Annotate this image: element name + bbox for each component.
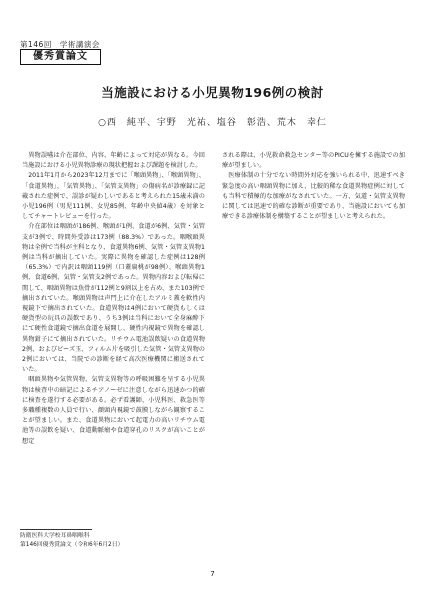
footer-divider (20, 529, 92, 530)
paragraph: される際は、小児救命救急センター等のPICUを擁する施設での加療が望ましい。 (222, 152, 405, 170)
meeting-label: 第146回 学術講演会 (20, 40, 100, 49)
paragraph: 異物誤嚥は介在部位、内容、年齢によって対応が異なる。今回当施設における小児異物診療の現状把握および課題を検討した。 (22, 152, 205, 170)
paragraph: 2011年1月から2023年12月までに「喉頭異物」、「喉頭異物」、「食道異物」、「気管異物」、「気管支異物」の傷病名が診療録に記載された症例で、誤診が疑わしいであると考えられた15歳未満の小児196例（男児111例、女児85例、年齢中央値4歳）を対象としてチャートレビューを行った。 (22, 172, 205, 221)
paragraph: 医療体制の十分でない時間外対応を強いられる中、迅速すべき緊急度の高い咽頭異物に加え、比較的稀な食道異物症例に対しても当科で積極的な加療がなされていた。一方、気道・気管支異物に関しては迅速で的確な診断が重要であり、当施設においても加療できる診療体制を構築することが望ましいと考えられた。 (222, 172, 405, 221)
paragraph: 介在部位は咽頭が186例、喉頭が1例、食道が6例、気管・気管支が3例で、時間外受診は173例（88.3%）であった。咽喉頭異物は全例で当科が主科となり、食道異物6例、気管・気管支異物1例は当科が摘出していた。実際に異物を確認した症例は128例（65.3%）で内訳は咽頭119例（口蓋扁桃が98例）、喉頭異物1例、食道6例、気管・気管支2例であった。異物内容および転帰に関して、咽頭異物は魚骨が112例と9割以上を占め、また103例で摘出されていた。喉頭異物は声門上に介在したアルミ蓋を軟性内視鏡下で摘出されていた。食道異物は4例において硬貨もしくは硬貨型の玩具の誤飲であり、うち3例は当科において全身麻酔下にて硬性食道鏡で摘出食道を展開し、硬性内視鏡で異物を確認し異物鉗子にて摘出されていた。リチウム電池誤飲疑いの食道異物2例、およびビーズ玉、フィルム片を吸引した気管・気管支異物の2例においては、当院での診断を経て高次医療機関に搬送されていた。 (22, 223, 205, 374)
footer (20, 532, 123, 550)
left-column (22, 151, 205, 447)
footer-affiliation: 防衛医科大学校耳鼻咽喉科 (20, 533, 90, 539)
award-label-box: 優秀賞論文 (20, 49, 101, 65)
paper-title: 当施設における小児異物196例の検討 (101, 85, 324, 100)
footer-citation: 第146回優秀賞論文（令和6年6月2日） (20, 542, 124, 548)
right-column (222, 151, 405, 222)
author-list: ○西 純平、宇野 光祐、塩谷 彰浩、荒木 幸仁 (98, 118, 327, 128)
paragraph: 咽頭異物や気管異物、気管支異物等の呼吸困難を呈する小児異物は検査中の暗記によるチアノーゼに注意しながら迅速かつ的確に検査を遂行する必要がある。必ず看護師、小児科医、救急医等多職種複数の人員で行い、顔頭内視鏡で鼓膜しながら観察することが望ましい。また、食道異物において起電力の高いリチウム電池等の誤飲を疑い、食道動脈瘤や食道穿孔のリスクが高いことが想定 (22, 376, 205, 445)
page-number: 7 (210, 570, 215, 578)
